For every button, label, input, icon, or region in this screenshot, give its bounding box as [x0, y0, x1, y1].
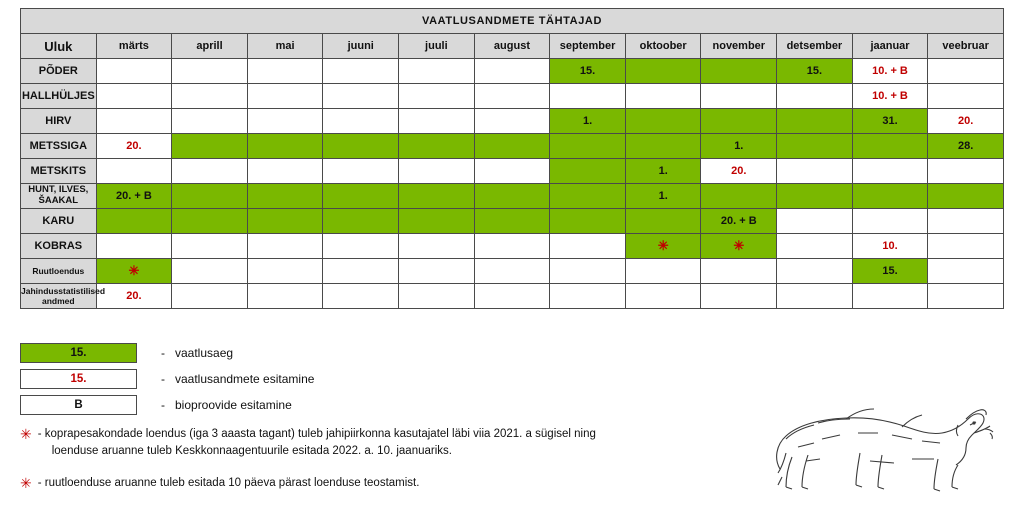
- legend-item: [20, 395, 660, 415]
- asterisk-icon: ✳: [128, 263, 140, 278]
- month-cell: 20. + B: [701, 209, 777, 234]
- month-cell: [172, 159, 248, 184]
- month-cell: [247, 84, 323, 109]
- column-header-oktoober: oktoober: [625, 34, 701, 59]
- month-cell: [247, 59, 323, 84]
- month-cell: [625, 209, 701, 234]
- month-cell: [928, 284, 1004, 309]
- legend-item: [20, 343, 660, 363]
- month-cell: [399, 184, 475, 209]
- month-cell: [474, 59, 550, 84]
- month-cell: 15.: [852, 259, 928, 284]
- footnote-dash: -: [37, 428, 42, 440]
- month-cell: [399, 234, 475, 259]
- column-header-november: november: [701, 34, 777, 59]
- month-cell: [777, 234, 853, 259]
- month-cell: [474, 134, 550, 159]
- month-cell: [96, 109, 172, 134]
- month-cell: [701, 109, 777, 134]
- footnote-text: [38, 426, 596, 459]
- footnote-line-2: loenduse aruanne tuleb Keskkonnaagentuurile esitada 2022. a. 10. jaanuariks.: [51, 444, 452, 457]
- species-label: Ruutloendus: [21, 259, 97, 284]
- month-cell: [550, 209, 626, 234]
- month-cell: [701, 284, 777, 309]
- month-cell: [550, 234, 626, 259]
- month-cell: [852, 184, 928, 209]
- month-cell: 1.: [550, 109, 626, 134]
- month-cell: [96, 59, 172, 84]
- species-label: HUNT, ILVES, ŠAAKAL: [21, 184, 97, 209]
- month-cell: [474, 209, 550, 234]
- month-cell: [172, 84, 248, 109]
- month-cell: [625, 134, 701, 159]
- month-cell: [777, 134, 853, 159]
- month-cell: 20. + B: [96, 184, 172, 209]
- month-cell: [399, 134, 475, 159]
- month-cell: [474, 184, 550, 209]
- species-label: KOBRAS: [21, 234, 97, 259]
- month-cell: [777, 109, 853, 134]
- table-row: [21, 59, 1004, 84]
- month-cell: 15.: [550, 59, 626, 84]
- month-cell: 20.: [701, 159, 777, 184]
- month-cell: [474, 84, 550, 109]
- month-cell: [247, 184, 323, 209]
- month-cell: [777, 209, 853, 234]
- month-cell: [625, 109, 701, 134]
- species-label: KARU: [21, 209, 97, 234]
- month-cell: [625, 284, 701, 309]
- month-cell: [625, 59, 701, 84]
- legend: [20, 343, 660, 421]
- month-cell: 31.: [852, 109, 928, 134]
- column-header-juuni: juuni: [323, 34, 399, 59]
- month-cell: 1.: [701, 134, 777, 159]
- month-cell: [247, 209, 323, 234]
- table-row: [21, 284, 1004, 309]
- table-row: [21, 84, 1004, 109]
- month-cell: [96, 209, 172, 234]
- month-cell: [399, 109, 475, 134]
- month-cell: 10. + B: [852, 59, 928, 84]
- legend-swatch: B: [20, 395, 137, 415]
- month-cell: [928, 209, 1004, 234]
- footnote-line-1: koprapesakondade loendus (iga 3 aaasta tagant) tuleb jahipiirkonna kasutajatel läbi viia 2021. a sügisel ning: [44, 428, 596, 440]
- month-cell: [928, 159, 1004, 184]
- month-cell: 28.: [928, 134, 1004, 159]
- month-cell: [323, 59, 399, 84]
- month-cell: [474, 284, 550, 309]
- month-cell: [399, 209, 475, 234]
- month-cell: [247, 259, 323, 284]
- month-cell: [172, 209, 248, 234]
- column-header-jaanuar: jaanuar: [852, 34, 928, 59]
- month-cell: [323, 259, 399, 284]
- month-cell: [172, 134, 248, 159]
- month-cell: [247, 134, 323, 159]
- column-header-uluk: Uluk: [21, 34, 97, 59]
- month-cell: [172, 184, 248, 209]
- month-cell: [928, 259, 1004, 284]
- asterisk-icon: ✳: [20, 475, 32, 492]
- table-row: [21, 259, 1004, 284]
- month-cell: [399, 284, 475, 309]
- month-cell: [852, 159, 928, 184]
- calendar-sheet: [0, 8, 1024, 511]
- month-cell: [96, 159, 172, 184]
- column-header-veebruar: veebruar: [928, 34, 1004, 59]
- month-cell: [323, 184, 399, 209]
- legend-dash: -: [161, 398, 165, 412]
- footnote-line-1: ruutloenduse aruanne tuleb esitada 10 päeva pärast loenduse teostamist.: [44, 477, 420, 490]
- legend-item: [20, 369, 660, 389]
- observation-deadlines-table: [20, 8, 1004, 309]
- month-cell: [550, 259, 626, 284]
- month-cell: [96, 259, 172, 284]
- month-cell: [852, 209, 928, 234]
- footnote: [20, 475, 660, 492]
- month-cell: [323, 234, 399, 259]
- month-cell: [172, 259, 248, 284]
- species-label: HALLHÜLJES: [21, 84, 97, 109]
- month-cell: [399, 159, 475, 184]
- page-title: VAATLUSANDMETE TÄHTAJAD: [21, 9, 1004, 34]
- legend-dash: -: [161, 372, 165, 386]
- month-cell: [550, 184, 626, 209]
- month-cell: 20.: [928, 109, 1004, 134]
- month-cell: 1.: [625, 184, 701, 209]
- month-cell: [247, 284, 323, 309]
- month-cell: [928, 84, 1004, 109]
- month-cell: [399, 59, 475, 84]
- month-cell: [399, 84, 475, 109]
- month-cell: [172, 284, 248, 309]
- asterisk-icon: ✳: [20, 426, 32, 442]
- footnote-dash: -: [37, 477, 42, 490]
- footnote: [20, 426, 660, 459]
- legend-label: vaatlusaeg: [175, 346, 234, 360]
- legend-dash: -: [161, 346, 165, 360]
- month-cell: [399, 259, 475, 284]
- table-row: [21, 184, 1004, 209]
- column-header-september: september: [550, 34, 626, 59]
- month-cell: 10.: [852, 234, 928, 259]
- month-cell: 10. + B: [852, 84, 928, 109]
- table-row: [21, 109, 1004, 134]
- month-cell: [701, 234, 777, 259]
- month-cell: [323, 84, 399, 109]
- species-label: HIRV: [21, 109, 97, 134]
- column-header-detsember: detsember: [777, 34, 853, 59]
- month-cell: [928, 59, 1004, 84]
- month-cell: 20.: [96, 284, 172, 309]
- month-cell: [474, 259, 550, 284]
- month-cell: 1.: [625, 159, 701, 184]
- asterisk-icon: ✳: [657, 238, 669, 253]
- table-row: [21, 234, 1004, 259]
- legend-swatch: 15.: [20, 369, 137, 389]
- species-label: METSKITS: [21, 159, 97, 184]
- column-header-august: august: [474, 34, 550, 59]
- month-cell: [777, 284, 853, 309]
- species-label: PÕDER: [21, 59, 97, 84]
- month-cell: [96, 234, 172, 259]
- month-cell: 20.: [96, 134, 172, 159]
- month-cell: [550, 134, 626, 159]
- table-row: [21, 209, 1004, 234]
- month-cell: [323, 284, 399, 309]
- month-cell: [474, 234, 550, 259]
- footnotes: [20, 426, 660, 508]
- wild-boar-illustration: [762, 373, 1002, 503]
- month-cell: [172, 109, 248, 134]
- column-header-aprill: aprill: [172, 34, 248, 59]
- month-cell: [777, 159, 853, 184]
- month-cell: [625, 84, 701, 109]
- footnote-text: [38, 475, 420, 492]
- month-cell: [701, 184, 777, 209]
- month-cell: [474, 159, 550, 184]
- month-cell: [625, 234, 701, 259]
- month-cell: [550, 84, 626, 109]
- month-cell: [701, 84, 777, 109]
- month-cell: [550, 159, 626, 184]
- table-header-row: [21, 34, 1004, 59]
- species-label: METSSIGA: [21, 134, 97, 159]
- month-cell: [777, 184, 853, 209]
- column-header-juuli: juuli: [399, 34, 475, 59]
- table-body: [21, 59, 1004, 309]
- month-cell: [625, 259, 701, 284]
- legend-label: bioproovide esitamine: [175, 398, 292, 412]
- month-cell: [247, 234, 323, 259]
- table-row: [21, 134, 1004, 159]
- month-cell: [777, 259, 853, 284]
- month-cell: [852, 134, 928, 159]
- month-cell: [172, 59, 248, 84]
- month-cell: [96, 84, 172, 109]
- month-cell: [323, 109, 399, 134]
- table-row: [21, 159, 1004, 184]
- month-cell: [323, 209, 399, 234]
- month-cell: [701, 59, 777, 84]
- month-cell: [701, 259, 777, 284]
- month-cell: [474, 109, 550, 134]
- month-cell: [928, 234, 1004, 259]
- asterisk-icon: ✳: [733, 238, 745, 253]
- month-cell: [172, 234, 248, 259]
- legend-label: vaatlusandmete esitamine: [175, 372, 315, 386]
- month-cell: [852, 284, 928, 309]
- month-cell: 15.: [777, 59, 853, 84]
- legend-swatch: 15.: [20, 343, 137, 363]
- month-cell: [550, 284, 626, 309]
- column-header-mai: mai: [247, 34, 323, 59]
- month-cell: [928, 184, 1004, 209]
- species-label: Jahindusstatistilised andmed: [21, 284, 97, 309]
- month-cell: [247, 109, 323, 134]
- month-cell: [247, 159, 323, 184]
- table-title-row: [21, 9, 1004, 34]
- month-cell: [777, 84, 853, 109]
- month-cell: [323, 159, 399, 184]
- column-header-marts: märts: [96, 34, 172, 59]
- month-cell: [323, 134, 399, 159]
